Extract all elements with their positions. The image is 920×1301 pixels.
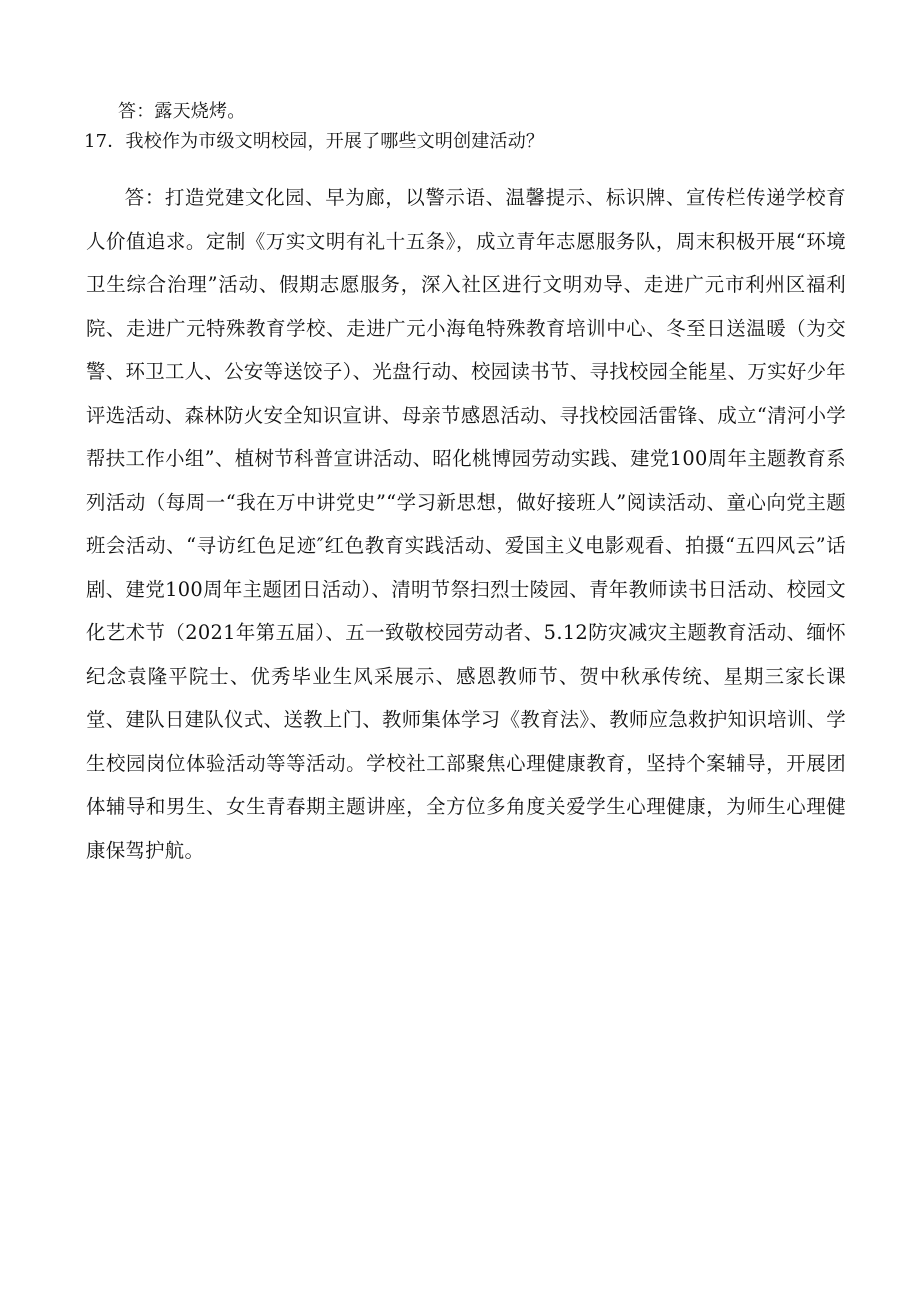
answer-paragraph: 答：打造党建文化园、早为廊，以警示语、温馨提示、标识牌、宣传栏传递学校育人价值追求。定制《万实文明有礼十五条》，成立青年志愿服务队，周末积极开展“环境卫生综合治理”活动、假期志愿服务，深入社区进行文明劝导、走进广元市利州区福利院、走进广元特殊教育学校、走进广元小海龟特殊教育培训中心、冬至日送温暖（为交警、环卫工人、公安等送饺子）、光盘行动、校园读书节、寻找校园全能星、万实好少年评选活动、森林防火安全知识宣讲、母亲节感恩活动、寻找校园活雷锋、成立“清河小学帮扶工作小组”、植树节科普宣讲活动、昭化桃博园劳动实践、建党100周年主题教育系列活动（每周一“我在万中讲党史”“学习新思想，做好接班人”阅读活动、童心向党主题班会活动、“寻访红色足迹″红色教育实践活动、爱国主义电影观看、拍摄“五四风云”话剧、建党100周年主题团日活动）、清明节祭扫烈士陵园、青年教师读书日活动、校园文化艺术节（2021年第五届）、五一致敬校园劳动者、5.12防灾减灾主题教育活动、缅怀纪念袁隆平院士、优秀毕业生风采展示、感恩教师节、贺中秋承传统、星期三家长课堂、建队日建队仪式、送教上门、教师集体学习《教育法》、教师应急救护知识培训、学生校园岗位体验活动等等活动。学校社工部聚焦心理健康教育，坚持个案辅导，开展团体辅导和男生、女生青春期主题讲座，全方位多角度关爱学生心理健康，为师生心理健康保驾护航。	[86, 186, 846, 862]
previous-answer: 答：露天烧烤。	[118, 101, 246, 122]
question-17: 17．我校作为市级文明校园，开展了哪些文明创建活动？	[84, 131, 545, 152]
